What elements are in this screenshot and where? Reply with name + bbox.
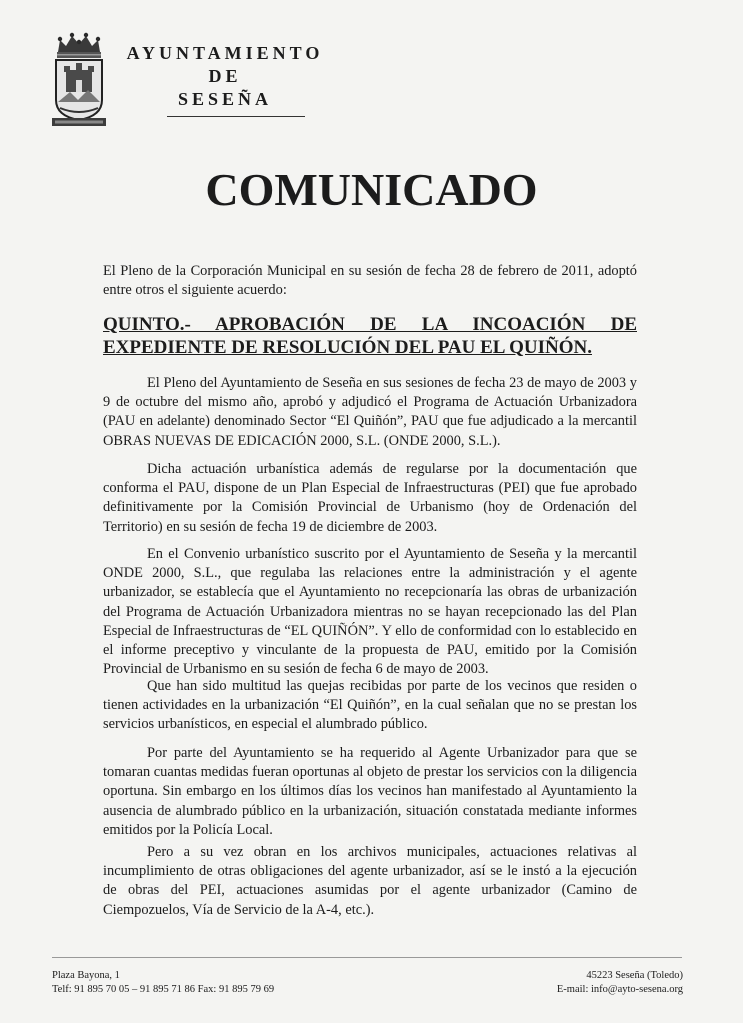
header-divider [167, 116, 305, 117]
footer-right [557, 969, 683, 997]
body-paragraph-5 [103, 744, 637, 840]
heading-line-2: EXPEDIENTE DE RESOLUCIÓN DEL PAU EL QUIÑÓN. [103, 337, 592, 358]
footer-email: E-mail: info@ayto-sesena.org [556, 984, 683, 995]
paragraph-text: Dicha actuación urbanística además de regularse por la documentación que conforma el PAU, dispone de un Plan Especial de Infraestructuras (PEI) que fue aprobado definitivamente por la Comisión Provincial de Urbanismo (hoy de Ordenación del Territorio) en su sesión de fecha 19 de diciembre de 2003. [103, 461, 637, 535]
document-title: COMUNICADO [205, 164, 538, 215]
body-paragraph-6 [103, 843, 637, 920]
body-paragraph-2 [103, 460, 637, 537]
paragraph-text: El Pleno del Ayuntamiento de Seseña en sus sesiones de fecha 23 de mayo de 2003 y 9 de octubre del mismo año, aprobó y adjudicó el Programa de Actuación Urbanizadora (PAU en adelante) denominado Sector “El Quiñón”, PAU que fue adjudicado a la mercantil OBRAS NUEVAS DE EDICACIÓN 2000, S.L. (ONDE 2000, S.L.). [103, 375, 637, 449]
heading-line-1: QUINTO.- APROBACIÓN DE LA INCOACIÓN DE [103, 314, 637, 335]
paragraph-text: En el Convenio urbanístico suscrito por el Ayuntamiento de Seseña y la mercantil ONDE 2000, S.L., que regulaba las relaciones entre la administración y el agente urbanizador, se establecía que el Ayuntamiento no recepcionaría las obras de urbanización del Programa de Actuación Urbanizadora mientras no se hayan recepcionado las del Plan Especial de Infraestructuras de “EL QUIÑÓN”. Y ello de conformidad con lo establecido en el informe preceptivo y vinculante de la propuesta de PAU, emitido por la Comisión Provincial de Urbanismo en su sesión de fecha 6 de mayo de 2003. [103, 546, 637, 678]
body-paragraph-1 [103, 374, 637, 451]
header-line-2: DE [208, 66, 242, 86]
paragraph-text: Por parte del Ayuntamiento se ha requerido al Agente Urbanizador para que se tomaran cuantas medidas fueran oportunas al objeto de prestar los servicios con la diligencia oportuna. Sin embargo en los últimos días los vecinos han manifestado al Ayuntamiento la ausencia de alumbrado público en la urbanización, situación constatada mediante informes emitidos por la Policía Local. [103, 745, 637, 838]
intro-paragraph: El Pleno de la Corporación Municipal en su sesión de fecha 28 de febrero de 2011, adoptó entre otros el siguiente acuerdo: [103, 263, 637, 298]
footer-city: 45223 Seseña (Toledo) [586, 970, 683, 981]
footer-divider [52, 957, 682, 958]
paragraph-text: Que han sido multitud las quejas recibidas por parte de los vecinos que residen o tienen actividades en la urbanización “El Quiñón”, en la cual señalan que no se prestan los servicios urbanísticos, en especial el alumbrado público. [103, 678, 637, 733]
footer-phones: Telf: 91 895 70 05 – 91 895 71 86 Fax: 91 895 79 69 [52, 984, 275, 995]
municipality-header [114, 42, 336, 111]
municipal-crest-icon [52, 30, 106, 128]
agreement-heading [103, 313, 637, 359]
footer-left [52, 969, 274, 997]
body-paragraph-4 [103, 677, 637, 735]
footer-address: Plaza Bayona, 1 [52, 970, 120, 981]
body-paragraph-3 [103, 545, 637, 679]
header-line-1: AYUNTAMIENTO [126, 43, 324, 63]
header-line-3: SESEÑA [177, 89, 273, 109]
paragraph-text: Pero a su vez obran en los archivos municipales, actuaciones relativas al incumplimiento de otras obligaciones del agente urbanizador, así se le instó a la ejecución de obras del PEI, actuaciones asumidas por el agente urbanizador (Camino de Ciempozuelos, Vía de Servicio de la A-4, etc.). [103, 844, 637, 918]
